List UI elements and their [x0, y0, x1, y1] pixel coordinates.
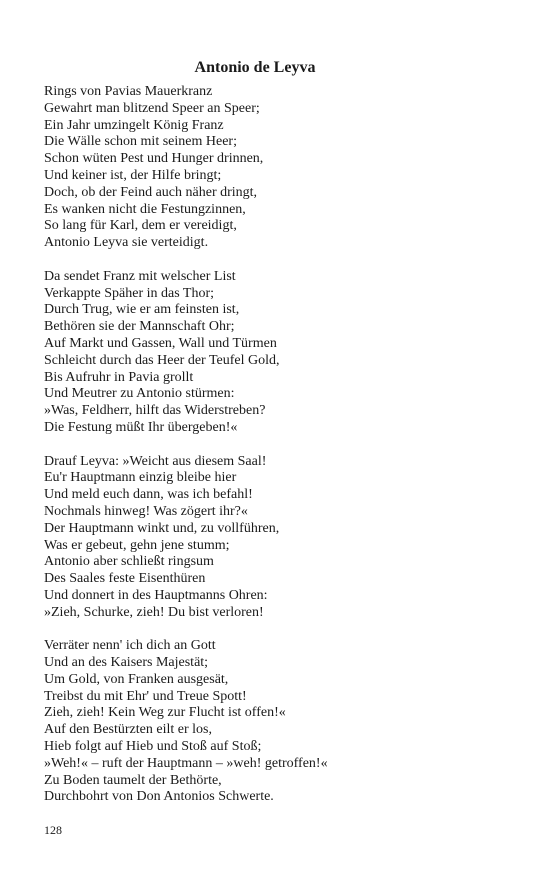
poem-line: Ein Jahr umzingelt König Franz	[44, 117, 224, 133]
poem-line: Drauf Leyva: »Weicht aus diesem Saal!	[44, 453, 267, 469]
poem-line: Der Hauptmann winkt und, zu vollführen,	[44, 520, 280, 536]
poem-line: Bis Aufruhr in Pavia grollt	[44, 369, 194, 385]
poem-line: Schleicht durch das Heer der Teufel Gold,	[44, 352, 280, 368]
poem-line: Verräter nenn' ich dich an Gott	[44, 638, 216, 654]
poem-line: Was er gebeut, gehn jene stumm;	[44, 537, 230, 553]
poem-line: »Weh!« – ruft der Hauptmann – »weh! getroffen!«	[44, 755, 328, 771]
poem-line: Zu Boden taumelt der Bethörte,	[44, 772, 222, 788]
poem-line: Durch Trug, wie er am feinsten ist,	[44, 302, 240, 318]
poem-line: Nochmals hinweg! Was zögert ihr?«	[44, 503, 248, 519]
poem-line: Treibst du mit Ehr' und Treue Spott!	[44, 688, 247, 704]
poem-line: So lang für Karl, dem er vereidigt,	[44, 218, 237, 234]
poem-line: Auf Markt und Gassen, Wall und Türmen	[44, 335, 277, 351]
poem-line: Durchbohrt von Don Antonios Schwerte.	[44, 789, 274, 805]
poem-line: Schon wüten Pest und Hunger drinnen,	[44, 151, 264, 167]
poem-line: »Zieh, Schurke, zieh! Du bist verloren!	[44, 604, 264, 620]
stanza-1	[44, 84, 514, 252]
poem-line: Doch, ob der Feind auch näher dringt,	[44, 184, 258, 200]
poem-line: Bethören sie der Mannschaft Ohr;	[44, 319, 235, 335]
stanza-2	[44, 269, 514, 437]
stanza-4	[44, 638, 514, 806]
poem-line: Es wanken nicht die Festungzinnen,	[44, 201, 246, 217]
stanza-3	[44, 454, 514, 622]
page-number: 128	[44, 823, 62, 837]
poem-line: Und an des Kaisers Majestät;	[44, 655, 209, 671]
poem-title: Antonio de Leyva	[194, 59, 316, 76]
poem-line: »Was, Feldherr, hilft das Widerstreben?	[44, 403, 266, 419]
poem-line: Und meld euch dann, was ich befahl!	[44, 487, 253, 503]
poem-line: Verkappte Späher in das Thor;	[44, 285, 215, 301]
poem-line: Da sendet Franz mit welscher List	[44, 268, 236, 284]
poem-line: Gewahrt man blitzend Speer an Speer;	[44, 100, 260, 116]
poem-line: Des Saales feste Eisenthüren	[44, 571, 206, 587]
poem-line: Antonio Leyva sie verteidigt.	[44, 235, 209, 251]
poem-line: Hieb folgt auf Hieb und Stoß auf Stoß;	[44, 739, 262, 755]
poem-line: Die Festung müßt Ihr übergeben!«	[44, 419, 238, 435]
poem-line: Eu'r Hauptmann einzig bleibe hier	[44, 470, 237, 486]
poem-body	[44, 84, 514, 823]
poem-line: Zieh, zieh! Kein Weg zur Flucht ist offen!«	[44, 705, 286, 721]
poem-line: Antonio aber schließt ringsum	[44, 554, 214, 570]
poem-line: Und donnert in des Hauptmanns Ohren:	[44, 587, 268, 603]
poem-line: Und Meutrer zu Antonio stürmen:	[44, 386, 235, 402]
poem-line: Die Wälle schon mit seinem Heer;	[44, 134, 237, 150]
poem-line: Auf den Bestürzten eilt er los,	[44, 722, 212, 738]
poem-line: Und keiner ist, der Hilfe bringt;	[44, 167, 222, 183]
poem-line: Rings von Pavias Mauerkranz	[44, 84, 213, 99]
poem-line: Um Gold, von Franken ausgesät,	[44, 671, 229, 687]
